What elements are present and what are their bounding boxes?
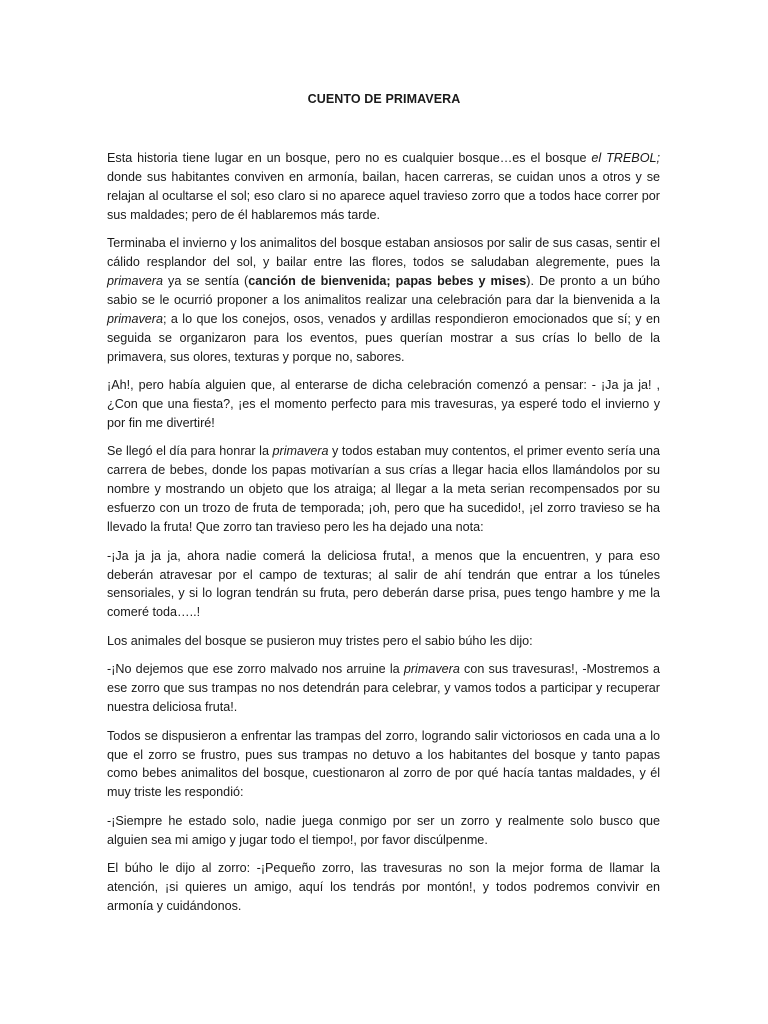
story-paragraph (107, 812, 660, 850)
paragraph-text: con sus travesuras!, -Mostremos a ese zorro que sus trampas no nos detendrán para celebrar, y vamos todos a participar y recuperar nuestra deliciosa fruta!. (107, 662, 661, 715)
paragraph-text: Esta historia tiene lugar en un bosque, pero no es cualquier bosque…es el bosque (107, 151, 592, 165)
paragraph-text: ). De pronto a un búho sabio se le ocurrió proponer a los animalitos realizar una celebración para dar la bienvenida a la (107, 274, 660, 307)
paragraph-text: -¡Siempre he estado solo, nadie juega conmigo por ser un zorro y realmente solo busco que alguien sea mi amigo y jugar todo el tiempo!, por favor discúlpenme. (107, 813, 660, 847)
story-paragraph (107, 442, 660, 537)
paragraph-text: Todos se dispusieron a enfrentar las trampas del zorro, logrando salir victoriosos en cada una a lo que el zorro se frustro, pues sus trampas no detuvo a los habitantes del bosque y tanto papas como bebes animalitos del bosque, cuestionaron al zorro de por qué hacía tantas maldades, y él muy triste les respondió: (107, 728, 660, 800)
story-paragraph (107, 859, 660, 916)
paragraph-text: donde sus habitantes conviven en armonía, bailan, hacen carreras, se cuidan unos a otros y se relajan al ocultarse el sol; eso claro si no aparece aquel travieso zorro que a todos hace correr por sus maldades; pero de él hablaremos más tarde. (107, 169, 660, 222)
italic-text: primavera (107, 311, 163, 326)
story-paragraph (107, 547, 660, 623)
story-paragraph (107, 660, 660, 717)
paragraph-text: Terminaba el invierno y los animalitos del bosque estaban ansiosos por salir de sus casas, sentir el cálido resplandor del sol, y bailar entre las flores, todos se saludaban alegremente, pues la (107, 236, 660, 270)
paragraph-text: ya se sentía ( (163, 274, 249, 289)
document-title: CUENTO DE PRIMAVERA (307, 92, 461, 106)
paragraph-text: Se llegó el día para honrar la (107, 444, 273, 459)
bold-text: canción de bienvenida; papas bebes y mises (248, 274, 527, 289)
italic-text: el TREBOL; (591, 151, 661, 165)
paragraph-text: -¡No dejemos que ese zorro malvado nos arruine la (107, 662, 404, 677)
paragraph-text: ; a lo que los conejos, osos, venados y ardillas respondieron emocionados que sí; y en seguida se organizaron para los eventos, pues querían mostrar a sus crías lo bello de la primavera, sus olores, texturas y porque no, sabores. (107, 311, 660, 364)
paragraph-text: El búho le dijo al zorro: -¡Pequeño zorro, las travesuras no son la mejor forma de llamar la atención, ¡si quieres un amigo, aquí los tendrás por montón!, y todos podremos convivir en armonía y cuidándonos. (107, 861, 660, 914)
italic-text: primavera (272, 444, 329, 459)
story-paragraph (107, 376, 660, 433)
story-paragraph (107, 727, 660, 803)
paragraph-text: ¡Ah!, pero había alguien que, al enterarse de dicha celebración comenzó a pensar: - ¡Ja ja ja! , ¿Con que una fiesta?, ¡es el momento perfecto para mis travesuras, ya esperé todo el invierno y por fin me divertiré! (107, 378, 660, 430)
story-paragraph (107, 149, 660, 225)
document-body (107, 149, 660, 926)
paragraph-text: y todos estaban muy contentos, el primer evento sería una carrera de bebes, donde los papas motivarían a sus crías a llegar hacia ellos llamándolos por su nombre y mostrando un objeto que los atraiga; al llegar a la meta serian recompensados por su esfuerzo con un trozo de fruta de temporada; ¡oh, pero que ha sucedido!, ¡el zorro travieso se ha llevado la fruta! Que zorro tan travieso pero les ha dejado una nota: (107, 444, 660, 535)
story-paragraph (107, 632, 660, 651)
paragraph-text: -¡Ja ja ja ja, ahora nadie comerá la deliciosa fruta!, a menos que la encuentren, y para eso deberán atravesar por el campo de texturas; al salir de ahí tendrán que entrar a los túneles sensoriales, y si lo logran tendrán su fruta, pero deberán darse prisa, pues tengo hambre y me la comeré toda…..! (107, 548, 660, 620)
italic-text: primavera (403, 662, 460, 677)
story-paragraph (107, 234, 660, 366)
paragraph-text: Los animales del bosque se pusieron muy tristes pero el sabio búho les dijo: (107, 633, 533, 648)
italic-text: primavera (107, 274, 163, 289)
